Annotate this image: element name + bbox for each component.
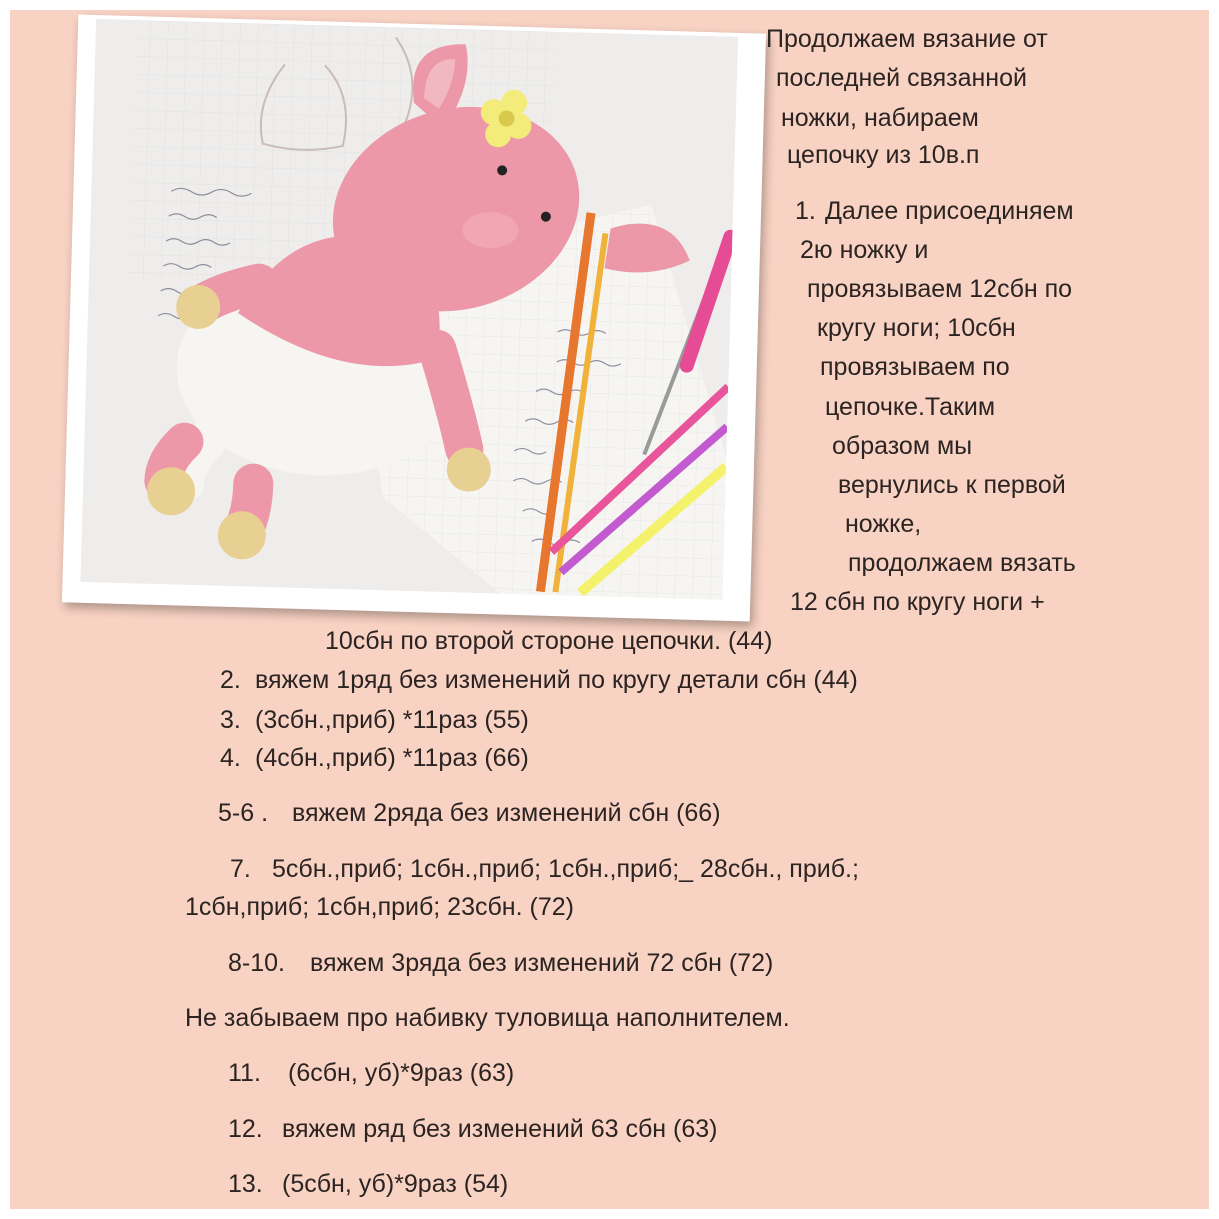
step1-line: вернулись к первой: [838, 471, 1066, 499]
step1-line: кругу ноги; 10сбн: [817, 314, 1016, 342]
step1-line: ножке,: [845, 510, 922, 538]
row-number: 4.: [220, 744, 241, 772]
photo-frame: [62, 15, 766, 622]
intro-line: Продолжаем вязание от: [766, 25, 1048, 53]
stuffing-note: Не забываем про набивку туловища наполнителем.: [185, 1004, 790, 1032]
row-text: вяжем 1ряд без изменений по кругу детали сбн (44): [255, 666, 858, 694]
intro-line: цепочку из 10в.п: [787, 141, 980, 169]
row-number: 12.: [228, 1115, 263, 1143]
row-text: вяжем 3ряда без изменений 72 сбн (72): [310, 949, 774, 977]
step1-line: провязываем по: [820, 353, 1010, 381]
row-text: 5сбн.,приб; 1сбн.,приб; 1сбн.,приб;_ 28сбн., приб.;: [272, 855, 859, 883]
row-number: 3.: [220, 706, 241, 734]
row-number: 8-10.: [228, 949, 285, 977]
row-text: вяжем 2ряда без изменений сбн (66): [292, 799, 721, 827]
row-number: 13.: [228, 1170, 263, 1198]
toy-pig-illustration: [81, 19, 738, 600]
row-text: (5сбн, уб)*9раз (54): [282, 1170, 509, 1198]
intro-line: ножки, набираем: [781, 104, 979, 132]
step1-line: продолжаем вязать: [848, 549, 1076, 577]
row-text: вяжем ряд без изменений 63 сбн (63): [282, 1115, 718, 1143]
step1-line: провязываем 12сбн по: [807, 275, 1073, 303]
step1-line: цепочке.Таким: [825, 393, 996, 421]
row-text: (4сбн.,приб) *11раз (66): [255, 744, 529, 772]
row-number: 2.: [220, 666, 241, 694]
step1-line: 12 сбн по кругу ноги +: [790, 588, 1045, 616]
step-number: 1.: [795, 197, 816, 225]
row-text: (3сбн.,приб) *11раз (55): [255, 706, 529, 734]
row-text: (6сбн, уб)*9раз (63): [288, 1059, 515, 1087]
row-number: 11.: [228, 1059, 261, 1087]
step1-line: 2ю ножку и: [800, 236, 929, 264]
intro-line: последней связанной: [776, 64, 1027, 92]
step1-line: образом мы: [832, 432, 973, 460]
pattern-page: [10, 10, 1209, 1209]
row-text-continued: 1сбн,приб; 1сбн,приб; 23сбн. (72): [185, 893, 574, 921]
row-number: 7.: [230, 855, 251, 883]
row-number: 5-6 .: [218, 799, 269, 827]
toy-photo: [81, 19, 738, 600]
step1-line: 10сбн по второй стороне цепочки. (44): [325, 627, 773, 655]
step1-line: Далее присоединяем: [825, 197, 1074, 225]
